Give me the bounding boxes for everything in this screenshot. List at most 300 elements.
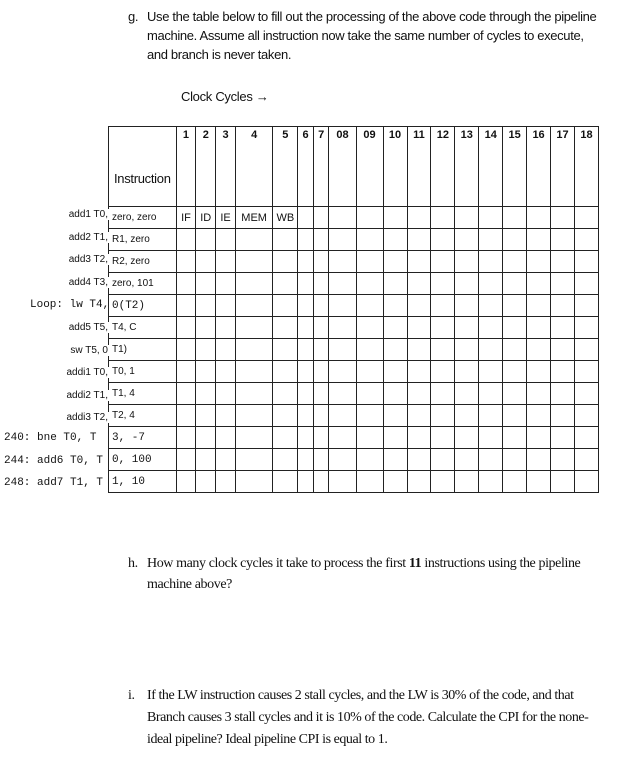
stage-cell[interactable]	[407, 273, 431, 295]
stage-cell[interactable]: WB	[273, 207, 298, 229]
stage-cell[interactable]	[574, 405, 598, 427]
table-row	[109, 405, 599, 427]
instruction-operand: zero, 101	[109, 273, 177, 295]
stage-cell[interactable]	[313, 427, 329, 449]
stage-cell[interactable]	[216, 317, 236, 339]
stage-cell[interactable]	[455, 471, 479, 493]
stage-cell[interactable]	[503, 361, 527, 383]
stage-cell[interactable]	[273, 295, 298, 317]
stage-cell[interactable]	[407, 427, 431, 449]
stage-cell[interactable]	[431, 273, 455, 295]
stage-cell[interactable]	[273, 273, 298, 295]
stage-cell[interactable]	[313, 207, 329, 229]
stage-cell[interactable]	[298, 317, 314, 339]
stage-cell[interactable]	[356, 405, 383, 427]
table-row	[109, 427, 599, 449]
stage-cell[interactable]	[407, 207, 431, 229]
stage-cell[interactable]	[235, 229, 272, 251]
table-row	[109, 229, 599, 251]
stage-cell[interactable]	[383, 383, 407, 405]
instruction-prefix: 240: bne T0, T	[4, 432, 97, 444]
stage-cell[interactable]	[551, 383, 575, 405]
question-i-text: If the LW instruction causes 2 stall cycles, and the LW is 30% of the code, and that Branch causes 3 stall cycles and it is 10% of the code. Calculate the CPI for the none-ideal pipeline? Ideal pipeline CPI is equal to 1.	[147, 688, 589, 747]
table-row	[109, 295, 599, 317]
stage-cell[interactable]	[527, 361, 551, 383]
stage-cell[interactable]	[527, 207, 551, 229]
stage-cell[interactable]	[356, 339, 383, 361]
stage-cell[interactable]	[574, 427, 598, 449]
stage-cell[interactable]	[383, 427, 407, 449]
stage-cell[interactable]	[431, 361, 455, 383]
cycle-header-1: 1	[176, 127, 196, 207]
stage-cell[interactable]	[431, 471, 455, 493]
stage-cell[interactable]	[196, 295, 216, 317]
stage-cell[interactable]	[455, 383, 479, 405]
stage-cell[interactable]	[551, 361, 575, 383]
stage-cell[interactable]	[574, 471, 598, 493]
cycle-header-2: 2	[196, 127, 216, 207]
stage-cell[interactable]	[527, 427, 551, 449]
stage-cell[interactable]	[455, 339, 479, 361]
stage-cell[interactable]	[431, 427, 455, 449]
stage-cell[interactable]	[455, 449, 479, 471]
stage-cell[interactable]	[235, 273, 272, 295]
stage-cell[interactable]	[313, 251, 329, 273]
cycle-header-5: 5	[273, 127, 298, 207]
stage-cell[interactable]	[196, 273, 216, 295]
stage-cell[interactable]	[527, 405, 551, 427]
cycle-header-12: 12	[431, 127, 455, 207]
stage-cell[interactable]	[196, 427, 216, 449]
stage-cell[interactable]	[503, 251, 527, 273]
stage-cell[interactable]	[273, 251, 298, 273]
stage-cell[interactable]	[216, 361, 236, 383]
table-row	[109, 361, 599, 383]
stage-cell[interactable]	[196, 317, 216, 339]
stage-cell[interactable]	[235, 317, 272, 339]
stage-cell[interactable]	[176, 427, 196, 449]
instruction-operand: 0(T2)	[109, 295, 177, 317]
instruction-operand: T2, 4	[109, 405, 177, 427]
stage-cell[interactable]	[455, 207, 479, 229]
stage-cell[interactable]	[196, 471, 216, 493]
stage-cell[interactable]	[551, 251, 575, 273]
stage-cell[interactable]	[196, 449, 216, 471]
stage-cell[interactable]	[551, 427, 575, 449]
stage-cell[interactable]	[273, 427, 298, 449]
stage-cell[interactable]	[431, 383, 455, 405]
stage-cell[interactable]	[176, 405, 196, 427]
stage-cell[interactable]	[176, 471, 196, 493]
stage-cell[interactable]	[313, 295, 329, 317]
stage-cell[interactable]: IF	[176, 207, 196, 229]
stage-cell[interactable]	[313, 339, 329, 361]
table-row	[109, 273, 599, 295]
cycle-header-13: 13	[455, 127, 479, 207]
stage-cell[interactable]	[273, 339, 298, 361]
stage-cell[interactable]	[329, 405, 356, 427]
stage-cell[interactable]	[273, 471, 298, 493]
stage-cell[interactable]	[479, 383, 503, 405]
stage-cell[interactable]	[329, 317, 356, 339]
stage-cell[interactable]	[329, 339, 356, 361]
stage-cell[interactable]	[479, 317, 503, 339]
stage-cell[interactable]	[479, 251, 503, 273]
stage-cell[interactable]	[455, 295, 479, 317]
stage-cell[interactable]	[574, 251, 598, 273]
stage-cell[interactable]	[479, 449, 503, 471]
stage-cell[interactable]	[298, 251, 314, 273]
stage-cell[interactable]	[216, 295, 236, 317]
stage-cell[interactable]	[479, 361, 503, 383]
stage-cell[interactable]	[298, 405, 314, 427]
cycle-header-11: 11	[407, 127, 431, 207]
stage-cell[interactable]	[235, 251, 272, 273]
instruction-operand: T4, C	[109, 317, 177, 339]
cycle-header-6: 6	[298, 127, 314, 207]
stage-cell[interactable]	[479, 207, 503, 229]
stage-cell[interactable]	[313, 405, 329, 427]
stage-cell[interactable]	[216, 405, 236, 427]
stage-cell[interactable]	[356, 449, 383, 471]
stage-cell[interactable]	[551, 471, 575, 493]
stage-cell[interactable]	[479, 273, 503, 295]
stage-cell[interactable]: IE	[216, 207, 236, 229]
stage-cell[interactable]	[196, 383, 216, 405]
stage-cell[interactable]	[455, 229, 479, 251]
stage-cell[interactable]	[527, 229, 551, 251]
stage-cell[interactable]	[551, 317, 575, 339]
stage-cell[interactable]	[527, 449, 551, 471]
cycle-header-3: 3	[216, 127, 236, 207]
stage-cell[interactable]	[551, 273, 575, 295]
stage-cell[interactable]	[176, 339, 196, 361]
stage-cell[interactable]	[196, 339, 216, 361]
stage-cell[interactable]	[313, 317, 329, 339]
stage-cell[interactable]	[356, 207, 383, 229]
cycle-header-4: 4	[235, 127, 272, 207]
stage-cell[interactable]	[298, 339, 314, 361]
stage-cell[interactable]: MEM	[235, 207, 272, 229]
table-row	[109, 471, 599, 493]
stage-cell[interactable]	[431, 449, 455, 471]
stage-cell[interactable]	[431, 339, 455, 361]
question-g-label: g.	[128, 9, 139, 24]
stage-cell[interactable]	[356, 383, 383, 405]
stage-cell[interactable]	[407, 471, 431, 493]
instruction-prefix: addi1 T0,	[66, 367, 108, 379]
stage-cell[interactable]	[329, 295, 356, 317]
question-i-label: i.	[128, 688, 135, 703]
stage-cell[interactable]	[235, 339, 272, 361]
stage-cell[interactable]	[503, 405, 527, 427]
stage-cell[interactable]	[574, 317, 598, 339]
stage-cell[interactable]	[176, 295, 196, 317]
stage-cell[interactable]	[273, 229, 298, 251]
stage-cell[interactable]	[329, 273, 356, 295]
stage-cell[interactable]	[298, 449, 314, 471]
question-g-text: Use the table below to fill out the processing of the above code through the pipeline machine. Assume all instruction now take the same number of cycles to execute, and branch is never taken.	[147, 9, 597, 62]
stage-cell[interactable]	[383, 229, 407, 251]
stage-cell[interactable]	[329, 229, 356, 251]
stage-cell[interactable]: ID	[196, 207, 216, 229]
pipeline-table	[108, 126, 599, 493]
stage-cell[interactable]	[273, 449, 298, 471]
stage-cell[interactable]	[176, 273, 196, 295]
stage-cell[interactable]	[551, 339, 575, 361]
instruction-operand: R2, zero	[109, 251, 177, 273]
stage-cell[interactable]	[383, 273, 407, 295]
stage-cell[interactable]	[235, 361, 272, 383]
instruction-prefix: addi3 T2,	[66, 412, 108, 424]
stage-cell[interactable]	[298, 295, 314, 317]
stage-cell[interactable]	[503, 295, 527, 317]
stage-cell[interactable]	[313, 361, 329, 383]
stage-cell[interactable]	[383, 449, 407, 471]
stage-cell[interactable]	[455, 361, 479, 383]
instruction-operand: 1, 10	[109, 471, 177, 493]
stage-cell[interactable]	[356, 361, 383, 383]
stage-cell[interactable]	[383, 405, 407, 427]
stage-cell[interactable]	[407, 295, 431, 317]
stage-cell[interactable]	[356, 427, 383, 449]
instruction-operand: T1)	[109, 339, 177, 361]
stage-cell[interactable]	[527, 273, 551, 295]
stage-cell[interactable]	[407, 229, 431, 251]
stage-cell[interactable]	[479, 295, 503, 317]
stage-cell[interactable]	[176, 449, 196, 471]
stage-cell[interactable]	[356, 251, 383, 273]
stage-cell[interactable]	[176, 361, 196, 383]
stage-cell[interactable]	[216, 449, 236, 471]
table-row	[109, 207, 599, 229]
stage-cell[interactable]	[329, 361, 356, 383]
stage-cell[interactable]	[176, 383, 196, 405]
stage-cell[interactable]	[551, 229, 575, 251]
stage-cell[interactable]	[527, 339, 551, 361]
stage-cell[interactable]	[479, 471, 503, 493]
stage-cell[interactable]	[216, 471, 236, 493]
stage-cell[interactable]	[329, 383, 356, 405]
stage-cell[interactable]	[216, 229, 236, 251]
stage-cell[interactable]	[574, 449, 598, 471]
stage-cell[interactable]	[313, 471, 329, 493]
instruction-prefix: 248: add7 T1, T	[4, 477, 104, 490]
stage-cell[interactable]	[383, 251, 407, 273]
stage-cell[interactable]	[574, 339, 598, 361]
instruction-operand: 3, -7	[109, 427, 177, 449]
stage-cell[interactable]	[574, 295, 598, 317]
stage-cell[interactable]	[176, 251, 196, 273]
stage-cell[interactable]	[431, 251, 455, 273]
stage-cell[interactable]	[455, 405, 479, 427]
table-row	[109, 251, 599, 273]
stage-cell[interactable]	[313, 229, 329, 251]
stage-cell[interactable]	[383, 207, 407, 229]
stage-cell[interactable]	[503, 317, 527, 339]
table-row	[109, 339, 599, 361]
stage-cell[interactable]	[503, 427, 527, 449]
stage-cell[interactable]	[273, 361, 298, 383]
stage-cell[interactable]	[313, 383, 329, 405]
stage-cell[interactable]	[383, 339, 407, 361]
stage-cell[interactable]	[455, 251, 479, 273]
stage-cell[interactable]	[551, 405, 575, 427]
stage-cell[interactable]	[455, 317, 479, 339]
stage-cell[interactable]	[356, 229, 383, 251]
cycle-header-15: 15	[503, 127, 527, 207]
stage-cell[interactable]	[431, 317, 455, 339]
stage-cell[interactable]	[216, 427, 236, 449]
stage-cell[interactable]	[527, 383, 551, 405]
stage-cell[interactable]	[503, 273, 527, 295]
instruction-prefix: add5 T5,	[68, 322, 108, 333]
stage-cell[interactable]	[329, 449, 356, 471]
instruction-operand: R1, zero	[109, 229, 177, 251]
stage-cell[interactable]	[479, 339, 503, 361]
stage-cell[interactable]	[329, 207, 356, 229]
question-h-count: 11	[408, 556, 422, 571]
cycle-header-8: 08	[329, 127, 356, 207]
stage-cell[interactable]	[298, 383, 314, 405]
instruction-prefix: 244: add6 T0, T	[4, 454, 104, 467]
stage-cell[interactable]	[527, 295, 551, 317]
instruction-operand: zero, zero	[109, 207, 177, 229]
stage-cell[interactable]	[196, 229, 216, 251]
stage-cell[interactable]	[329, 427, 356, 449]
stage-cell[interactable]	[383, 317, 407, 339]
stage-cell[interactable]	[431, 207, 455, 229]
stage-cell[interactable]	[431, 405, 455, 427]
stage-cell[interactable]	[574, 273, 598, 295]
stage-cell[interactable]	[503, 471, 527, 493]
question-h-text-after: instructions using the pipeline machine above?	[147, 556, 581, 592]
stage-cell[interactable]	[407, 317, 431, 339]
clock-cycles-label: Clock Cycles →	[181, 89, 269, 104]
stage-cell[interactable]	[574, 229, 598, 251]
stage-cell[interactable]	[196, 251, 216, 273]
stage-cell[interactable]	[235, 295, 272, 317]
stage-cell[interactable]	[551, 207, 575, 229]
stage-cell[interactable]	[479, 427, 503, 449]
stage-cell[interactable]	[527, 471, 551, 493]
cycle-header-10: 10	[383, 127, 407, 207]
stage-cell[interactable]	[176, 317, 196, 339]
cycle-header-14: 14	[479, 127, 503, 207]
stage-cell[interactable]	[313, 273, 329, 295]
stage-cell[interactable]	[503, 449, 527, 471]
stage-cell[interactable]	[356, 295, 383, 317]
stage-cell[interactable]	[503, 229, 527, 251]
stage-cell[interactable]	[235, 449, 272, 471]
stage-cell[interactable]	[551, 295, 575, 317]
instruction-prefix: Loop: lw T4,	[30, 299, 110, 312]
stage-cell[interactable]	[503, 383, 527, 405]
stage-cell[interactable]	[551, 449, 575, 471]
stage-cell[interactable]	[407, 251, 431, 273]
stage-cell[interactable]	[176, 229, 196, 251]
stage-cell[interactable]	[407, 405, 431, 427]
instruction-prefix: sw T5, 0	[70, 344, 108, 356]
stage-cell[interactable]	[455, 427, 479, 449]
stage-cell[interactable]	[216, 273, 236, 295]
stage-cell[interactable]	[574, 361, 598, 383]
cycle-header-7: 7	[313, 127, 329, 207]
question-h-text-before: How many clock cycles it take to process the first	[147, 556, 409, 571]
stage-cell[interactable]	[356, 273, 383, 295]
stage-cell[interactable]	[298, 229, 314, 251]
table-row	[109, 383, 599, 405]
stage-cell[interactable]	[235, 471, 272, 493]
stage-cell[interactable]	[407, 383, 431, 405]
stage-cell[interactable]	[298, 273, 314, 295]
question-h-label: h.	[128, 556, 138, 571]
stage-cell[interactable]	[235, 405, 272, 427]
stage-cell[interactable]	[298, 471, 314, 493]
stage-cell[interactable]	[574, 207, 598, 229]
instruction-operand: T0, 1	[109, 361, 177, 383]
stage-cell[interactable]	[383, 361, 407, 383]
instruction-prefix: add2 T1,	[68, 231, 108, 243]
stage-cell[interactable]	[216, 339, 236, 361]
stage-cell[interactable]	[383, 471, 407, 493]
stage-cell[interactable]	[479, 405, 503, 427]
stage-cell[interactable]	[298, 361, 314, 383]
stage-cell[interactable]	[527, 317, 551, 339]
stage-cell[interactable]	[407, 449, 431, 471]
stage-cell[interactable]	[273, 317, 298, 339]
instruction-header: Instruction	[109, 127, 177, 207]
stage-cell[interactable]	[503, 207, 527, 229]
stage-cell[interactable]	[235, 427, 272, 449]
stage-cell[interactable]	[216, 251, 236, 273]
stage-cell[interactable]	[298, 427, 314, 449]
stage-cell[interactable]	[407, 361, 431, 383]
stage-cell[interactable]	[329, 471, 356, 493]
instruction-prefix: add4 T3,	[68, 276, 108, 288]
question-h-text	[147, 553, 587, 595]
instruction-operand: 0, 100	[109, 449, 177, 471]
stage-cell[interactable]	[527, 251, 551, 273]
stage-cell[interactable]	[455, 273, 479, 295]
stage-cell[interactable]	[383, 295, 407, 317]
stage-cell[interactable]	[329, 251, 356, 273]
cycle-header-18: 18	[574, 127, 598, 207]
stage-cell[interactable]	[196, 405, 216, 427]
stage-cell[interactable]	[235, 383, 272, 405]
stage-cell[interactable]	[313, 449, 329, 471]
table-row	[109, 317, 599, 339]
instruction-prefix: add1 T0,	[68, 209, 108, 220]
cycle-header-16: 16	[527, 127, 551, 207]
instruction-prefix: addi2 T1,	[66, 389, 108, 401]
stage-cell[interactable]	[479, 229, 503, 251]
stage-cell[interactable]	[273, 405, 298, 427]
stage-cell[interactable]	[407, 339, 431, 361]
stage-cell[interactable]	[574, 383, 598, 405]
stage-cell[interactable]	[431, 295, 455, 317]
stage-cell[interactable]	[273, 383, 298, 405]
stage-cell[interactable]	[356, 317, 383, 339]
stage-cell[interactable]	[216, 383, 236, 405]
stage-cell[interactable]	[431, 229, 455, 251]
table-header-row	[109, 127, 599, 207]
stage-cell[interactable]	[298, 207, 314, 229]
cycle-header-17: 17	[551, 127, 575, 207]
stage-cell[interactable]	[356, 471, 383, 493]
stage-cell[interactable]	[503, 339, 527, 361]
stage-cell[interactable]	[196, 361, 216, 383]
